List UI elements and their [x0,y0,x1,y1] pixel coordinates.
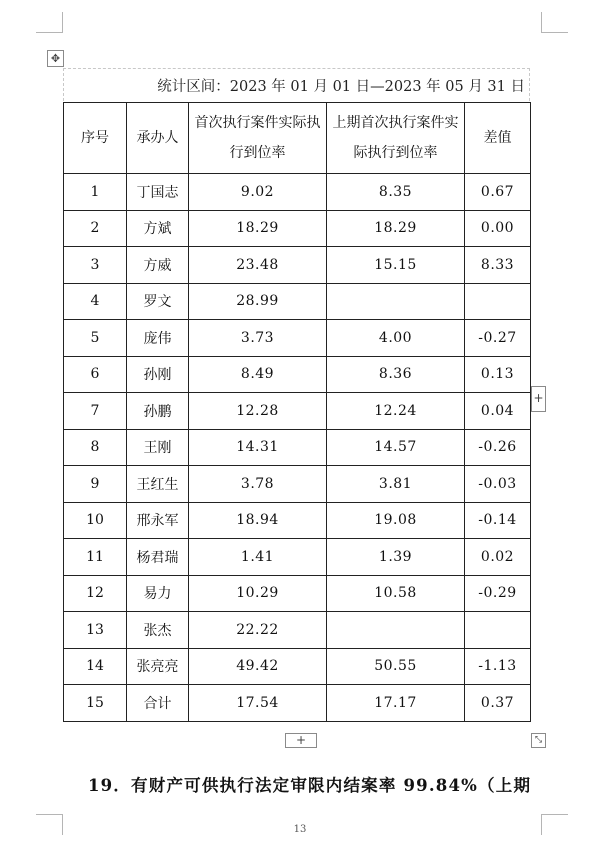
handler-name-cell: 易力 [127,575,189,612]
previous-rate-cell: 17.17 [327,685,465,722]
table-row [64,648,531,685]
previous-rate-cell: 8.36 [327,356,465,393]
previous-rate-cell: 3.81 [327,466,465,503]
current-rate-cell: 14.31 [189,429,327,466]
rate-difference-cell: -0.27 [465,320,531,357]
rate-difference-cell [465,283,531,320]
rate-difference-cell: 0.04 [465,393,531,430]
previous-rate-cell: 1.39 [327,539,465,576]
table-row [64,612,531,649]
handler-name-cell: 王红生 [127,466,189,503]
section-19-paragraph: 19．有财产可供执行法定审限内结案率 99.84%（上期 [88,776,532,795]
statistics-period-caption: 统计区间：2023 年 01 月 01 日—2023 年 05 月 31 日 [157,79,525,95]
handler-name-cell: 孙鹏 [127,393,189,430]
current-rate-cell: 49.42 [189,648,327,685]
table-header-row [64,103,531,174]
table-move-handle-icon[interactable]: ✥ [47,50,64,67]
table-row [64,502,531,539]
table-row [64,210,531,247]
current-rate-cell: 3.73 [189,320,327,357]
rate-difference-cell [465,612,531,649]
table-row [64,466,531,503]
header-handler: 承办人 [127,103,189,174]
previous-rate-cell [327,612,465,649]
crop-mark-top-right [541,12,568,33]
table-row [64,393,531,430]
handler-name-cell: 邢永军 [127,502,189,539]
previous-rate-cell: 12.24 [327,393,465,430]
rate-difference-cell: 0.00 [465,210,531,247]
handler-name-cell: 丁国志 [127,174,189,211]
row-index-cell: 1 [64,174,127,211]
handler-name-cell: 张亮亮 [127,648,189,685]
table-resize-handle-icon[interactable]: ⤡ [531,733,546,748]
previous-rate-cell: 4.00 [327,320,465,357]
current-rate-cell: 10.29 [189,575,327,612]
rate-difference-cell: -0.03 [465,466,531,503]
previous-rate-cell: 18.29 [327,210,465,247]
previous-rate-cell: 19.08 [327,502,465,539]
handler-name-cell: 庞伟 [127,320,189,357]
table-row [64,283,531,320]
table-row [64,685,531,722]
rate-difference-cell: 0.13 [465,356,531,393]
row-index-cell: 13 [64,612,127,649]
current-rate-cell: 1.41 [189,539,327,576]
row-index-cell: 2 [64,210,127,247]
previous-rate-cell: 10.58 [327,575,465,612]
rate-difference-cell: 8.33 [465,247,531,284]
add-row-button[interactable]: + [285,733,317,748]
handler-name-cell: 孙刚 [127,356,189,393]
header-difference: 差值 [465,103,531,174]
handler-name-cell: 方斌 [127,210,189,247]
rate-difference-cell: -0.29 [465,575,531,612]
row-index-cell: 4 [64,283,127,320]
current-rate-cell: 12.28 [189,393,327,430]
caption-cell [63,68,530,101]
current-rate-cell: 18.94 [189,502,327,539]
crop-mark-top-left [36,12,63,33]
row-index-cell: 11 [64,539,127,576]
header-index: 序号 [64,103,127,174]
current-rate-cell: 17.54 [189,685,327,722]
table-row [64,174,531,211]
row-index-cell: 14 [64,648,127,685]
current-rate-cell: 8.49 [189,356,327,393]
table-row [64,247,531,284]
rate-difference-cell: 0.02 [465,539,531,576]
handler-name-cell: 罗文 [127,283,189,320]
page-number: 13 [293,824,307,835]
handler-name-cell: 王刚 [127,429,189,466]
row-index-cell: 8 [64,429,127,466]
current-rate-cell: 22.22 [189,612,327,649]
add-column-button[interactable]: + [531,386,546,412]
row-index-cell: 15 [64,685,127,722]
handler-name-cell: 方威 [127,247,189,284]
previous-rate-cell [327,283,465,320]
row-index-cell: 3 [64,247,127,284]
row-index-cell: 12 [64,575,127,612]
previous-rate-cell: 15.15 [327,247,465,284]
row-index-cell: 10 [64,502,127,539]
current-rate-cell: 3.78 [189,466,327,503]
header-previous-rate: 上期首次执行案件实际执行到位率 [327,103,465,174]
current-rate-cell: 18.29 [189,210,327,247]
row-index-cell: 5 [64,320,127,357]
header-current-rate: 首次执行案件实际执行到位率 [189,103,327,174]
current-rate-cell: 9.02 [189,174,327,211]
rate-difference-cell: -0.14 [465,502,531,539]
rate-difference-cell: -1.13 [465,648,531,685]
table-row [64,356,531,393]
previous-rate-cell: 50.55 [327,648,465,685]
row-index-cell: 9 [64,466,127,503]
table-row [64,429,531,466]
handler-name-cell: 杨君瑞 [127,539,189,576]
rate-difference-cell: -0.26 [465,429,531,466]
table-row [64,575,531,612]
table-row [64,539,531,576]
rate-difference-cell: 0.37 [465,685,531,722]
current-rate-cell: 28.99 [189,283,327,320]
row-index-cell: 7 [64,393,127,430]
row-index-cell: 6 [64,356,127,393]
current-rate-cell: 23.48 [189,247,327,284]
previous-rate-cell: 8.35 [327,174,465,211]
performance-table [63,102,531,722]
handler-name-cell: 张杰 [127,612,189,649]
previous-rate-cell: 14.57 [327,429,465,466]
handler-name-cell: 合计 [127,685,189,722]
rate-difference-cell: 0.67 [465,174,531,211]
table-row [64,320,531,357]
